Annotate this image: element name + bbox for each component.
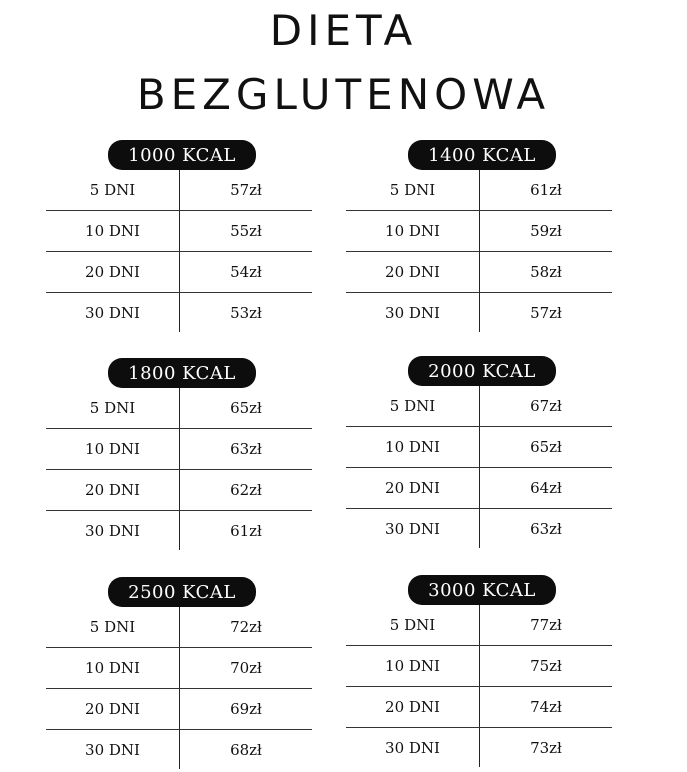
price-cell: 65zł xyxy=(230,399,262,417)
days-cell: 20 DNI xyxy=(85,263,140,281)
days-cell: 5 DNI xyxy=(389,181,436,199)
days-cell: 5 DNI xyxy=(89,399,136,417)
table-row xyxy=(346,687,612,728)
days-cell: 30 DNI xyxy=(85,741,140,759)
days-cell: 5 DNI xyxy=(89,618,136,636)
price-cell: 63zł xyxy=(530,520,562,538)
table-row xyxy=(46,388,312,429)
days-cell: 30 DNI xyxy=(385,520,440,538)
table-row xyxy=(46,170,312,211)
days-cell: 10 DNI xyxy=(85,222,140,240)
days-cell: 30 DNI xyxy=(85,304,140,322)
page-title-line2: BEZGLUTENOWA xyxy=(136,70,551,119)
days-cell: 20 DNI xyxy=(385,263,440,281)
days-cell: 5 DNI xyxy=(389,616,436,634)
price-block-1400 xyxy=(346,140,612,330)
days-cell: 20 DNI xyxy=(385,479,440,497)
days-cell: 5 DNI xyxy=(389,397,436,415)
price-cell: 75zł xyxy=(530,657,562,675)
table-row xyxy=(46,607,312,648)
days-cell: 20 DNI xyxy=(85,481,140,499)
table-row xyxy=(46,211,312,252)
days-cell: 10 DNI xyxy=(385,438,440,456)
price-table xyxy=(346,386,612,550)
price-cell: 54zł xyxy=(230,263,262,281)
table-row xyxy=(346,728,612,769)
table-row xyxy=(346,646,612,687)
days-cell: 10 DNI xyxy=(385,222,440,240)
price-cell: 68zł xyxy=(230,741,262,759)
price-cell: 65zł xyxy=(530,438,562,456)
price-block-1000 xyxy=(46,140,312,330)
price-cell: 59zł xyxy=(530,222,562,240)
price-cell: 53zł xyxy=(230,304,262,322)
price-table xyxy=(346,170,612,334)
table-row xyxy=(346,293,612,334)
days-cell: 20 DNI xyxy=(85,700,140,718)
table-row xyxy=(46,429,312,470)
days-cell: 10 DNI xyxy=(85,440,140,458)
table-row xyxy=(346,252,612,293)
table-row xyxy=(346,427,612,468)
price-cell: 69zł xyxy=(230,700,262,718)
price-cell: 57zł xyxy=(530,304,562,322)
price-cell: 57zł xyxy=(230,181,262,199)
price-cell: 72zł xyxy=(230,618,262,636)
price-table xyxy=(346,605,612,769)
table-row xyxy=(46,293,312,334)
price-cell: 64zł xyxy=(530,479,562,497)
days-cell: 10 DNI xyxy=(85,659,140,677)
price-table xyxy=(46,170,312,334)
table-row xyxy=(346,211,612,252)
price-cell: 70zł xyxy=(230,659,262,677)
table-row xyxy=(346,386,612,427)
kcal-badge: 1400 KCAL xyxy=(408,140,556,170)
kcal-badge: 1800 KCAL xyxy=(108,358,256,388)
price-cell: 55zł xyxy=(230,222,262,240)
days-cell: 5 DNI xyxy=(89,181,136,199)
price-block-2500 xyxy=(46,577,312,767)
price-block-1800 xyxy=(46,358,312,548)
kcal-badge: 1000 KCAL xyxy=(108,140,256,170)
price-cell: 58zł xyxy=(530,263,562,281)
price-cell: 67zł xyxy=(530,397,562,415)
kcal-badge: 2000 KCAL xyxy=(408,356,556,386)
price-cell: 74zł xyxy=(530,698,562,716)
table-row xyxy=(46,511,312,552)
price-cell: 63zł xyxy=(230,440,262,458)
days-cell: 30 DNI xyxy=(385,304,440,322)
price-cell: 61zł xyxy=(230,522,262,540)
days-cell: 20 DNI xyxy=(385,698,440,716)
table-row xyxy=(46,689,312,730)
table-row xyxy=(346,170,612,211)
kcal-badge: 3000 KCAL xyxy=(408,575,556,605)
price-cell: 61zł xyxy=(530,181,562,199)
table-row xyxy=(346,509,612,550)
table-row xyxy=(346,468,612,509)
price-table xyxy=(46,607,312,771)
days-cell: 30 DNI xyxy=(385,739,440,757)
price-cell: 73zł xyxy=(530,739,562,757)
table-row xyxy=(46,470,312,511)
kcal-badge: 2500 KCAL xyxy=(108,577,256,607)
table-row xyxy=(46,252,312,293)
price-table xyxy=(46,388,312,552)
price-cell: 77zł xyxy=(530,616,562,634)
page-title-line1: DIETA xyxy=(269,6,418,55)
price-block-2000 xyxy=(346,356,612,546)
days-cell: 10 DNI xyxy=(385,657,440,675)
days-cell: 30 DNI xyxy=(85,522,140,540)
table-row xyxy=(46,648,312,689)
price-block-3000 xyxy=(346,575,612,765)
table-row xyxy=(346,605,612,646)
price-cell: 62zł xyxy=(230,481,262,499)
table-row xyxy=(46,730,312,771)
